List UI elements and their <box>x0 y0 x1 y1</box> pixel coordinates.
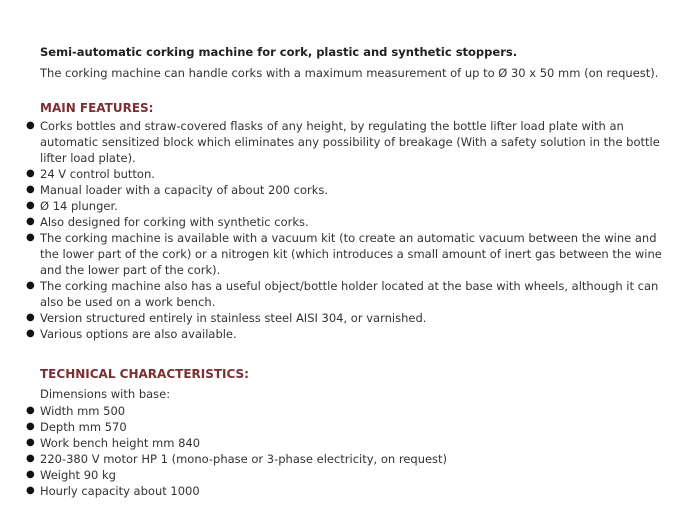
list-item <box>26 451 676 467</box>
technical-list <box>26 403 676 499</box>
feature-text: Also designed for corking with synthetic corks. <box>40 215 309 229</box>
main-features-heading: MAIN FEATURES: <box>40 101 154 115</box>
list-item <box>26 483 676 499</box>
bullet-icon: ● <box>26 421 35 432</box>
feature-text: Version structured entirely in stainless steel AISI 304, or varnished. <box>40 311 427 325</box>
dimensions-label: Dimensions with base: <box>40 387 171 401</box>
spec-text: 220-380 V motor HP 1 (mono-phase or 3-phase electricity, on request) <box>40 452 448 466</box>
spec-text: Work bench height mm 840 <box>40 436 201 450</box>
product-intro: The corking machine can handle corks with a maximum measurement of up to Ø 30 x 50 mm (on request). <box>40 66 659 80</box>
list-item <box>26 467 676 483</box>
bullet-icon: ● <box>26 168 35 179</box>
spec-text: Hourly capacity about 1000 <box>40 484 200 498</box>
spec-text: Weight 90 kg <box>40 468 116 482</box>
bullet-icon: ● <box>26 280 35 291</box>
feature-text: Ø 14 plunger. <box>40 199 118 213</box>
list-item <box>26 310 676 326</box>
feature-text: The corking machine is available with a vacuum kit (to create an automatic vacuum between the wine and the lower part of the cork) or a nitrogen kit (which introduces a small amount of inert gas between the wine and the lower part of the cork). <box>40 231 662 277</box>
list-item <box>26 214 676 230</box>
bullet-icon: ● <box>26 437 35 448</box>
bullet-icon: ● <box>26 405 35 416</box>
product-description <box>26 44 676 499</box>
list-item <box>26 278 676 310</box>
bullet-icon: ● <box>26 485 35 496</box>
feature-text: Manual loader with a capacity of about 200 corks. <box>40 183 329 197</box>
list-item <box>26 118 676 166</box>
bullet-icon: ● <box>26 232 35 243</box>
list-item <box>26 182 676 198</box>
product-title: Semi-automatic corking machine for cork, plastic and synthetic stoppers. <box>40 45 518 59</box>
feature-text: Various options are also available. <box>40 327 237 341</box>
main-features-list <box>26 118 676 342</box>
bullet-icon: ● <box>26 453 35 464</box>
list-item <box>26 198 676 214</box>
feature-text: The corking machine also has a useful object/bottle holder located at the base with wheels, although it can also be used on a work bench. <box>40 279 659 309</box>
spec-text: Width mm 500 <box>40 404 126 418</box>
list-item <box>26 419 676 435</box>
feature-text: 24 V control button. <box>40 167 155 181</box>
spec-text: Depth mm 570 <box>40 420 127 434</box>
list-item <box>26 230 676 278</box>
bullet-icon: ● <box>26 312 35 323</box>
feature-text: Corks bottles and straw-covered flasks of any height, by regulating the bottle lifter load plate with an automatic sensitized block which eliminates any possibility of breakage (With a safety solution in the bottle lifter load plate). <box>40 119 660 165</box>
bullet-icon: ● <box>26 200 35 211</box>
bullet-icon: ● <box>26 120 35 131</box>
list-item <box>26 166 676 182</box>
bullet-icon: ● <box>26 328 35 339</box>
technical-characteristics-heading: TECHNICAL CHARACTERISTICS: <box>40 367 249 381</box>
list-item <box>26 326 676 342</box>
list-item <box>26 435 676 451</box>
bullet-icon: ● <box>26 184 35 195</box>
bullet-icon: ● <box>26 469 35 480</box>
bullet-icon: ● <box>26 216 35 227</box>
list-item <box>26 403 676 419</box>
